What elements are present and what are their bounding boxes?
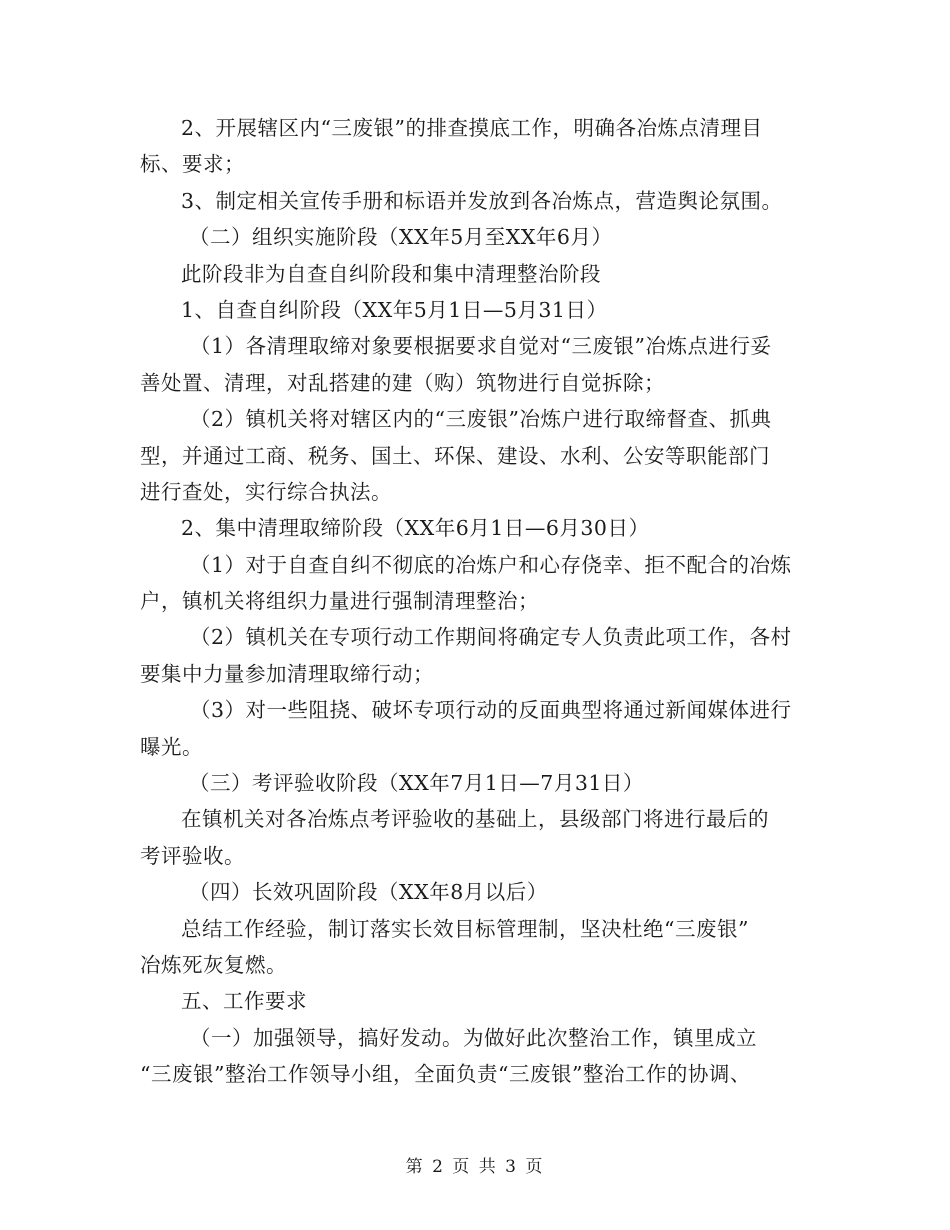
body-line: （1）各清理取缔对象要根据要求自觉对“三废银”冶炼点进行妥 xyxy=(190,334,772,359)
body-line: 2、开展辖区内“三废银”的排查摸底工作，明确各冶炼点清理目 xyxy=(181,116,763,140)
body-line: （一）加强领导，搞好发动。为做好此次整治工作，镇里成立 xyxy=(190,1025,757,1050)
body-line: （3）对一些阻挠、破坏专项行动的反面典型将通过新闻媒体进行 xyxy=(190,698,792,723)
body-line: 标、要求； xyxy=(140,152,245,177)
body-line: 考评验收。 xyxy=(140,843,245,868)
body-line: “三废银”整治工作领导小组，全面负责“三废银”整治工作的协调、 xyxy=(140,1062,751,1087)
subsection-heading: 1、自查自纠阶段（XX年5月1日—5月31日） xyxy=(181,297,608,322)
document-body xyxy=(140,110,810,1093)
body-line: 型，并通过工商、税务、国土、环保、建设、水利、公安等职能部门 xyxy=(140,443,770,468)
body-line: 总结工作经验，制订落实长效目标管理制，坚决杜绝“三废银” xyxy=(181,916,749,941)
body-line: 此阶段非为自查自纠阶段和集中清理整治阶段 xyxy=(181,261,601,286)
body-line: 3、制定相关宣传手册和标语并发放到各冶炼点，营造舆论氛围。 xyxy=(181,188,783,213)
body-line: 在镇机关对各冶炼点考评验收的基础上，县级部门将进行最后的 xyxy=(181,807,769,832)
chapter-heading: 五、工作要求 xyxy=(181,989,307,1014)
body-line: （2）镇机关将对辖区内的“三废银”冶炼户进行取缔督查、抓典 xyxy=(190,407,772,432)
body-line: 户，镇机关将组织力量进行强制清理整治； xyxy=(140,589,539,614)
section-heading: （二）组织实施阶段（XX年5月至XX年6月） xyxy=(189,225,613,250)
body-line: 善处置、清理，对乱搭建的建（购）筑物进行自觉拆除； xyxy=(140,370,665,395)
body-line: （2）镇机关在专项行动工作期间将确定专人负责此项工作，各村 xyxy=(190,625,792,650)
body-line: 冶炼死灰复燃。 xyxy=(140,952,287,977)
body-line: 曝光。 xyxy=(140,734,203,759)
body-line: 进行查处，实行综合执法。 xyxy=(140,479,392,504)
section-heading: （三）考评验收阶段（XX年7月1日—7月31日） xyxy=(189,771,644,796)
body-line: 要集中力量参加清理取缔行动； xyxy=(140,661,434,686)
body-line: （1）对于自查自纠不彻底的冶炼户和心存侥幸、拒不配合的冶炼 xyxy=(190,552,792,577)
page-number-footer: 第 2 页 共 3 页 xyxy=(405,1157,545,1177)
section-heading: （四）长效巩固阶段（XX年8月以后） xyxy=(189,880,548,905)
subsection-heading: 2、集中清理取缔阶段（XX年6月1日—6月30日） xyxy=(181,516,650,541)
